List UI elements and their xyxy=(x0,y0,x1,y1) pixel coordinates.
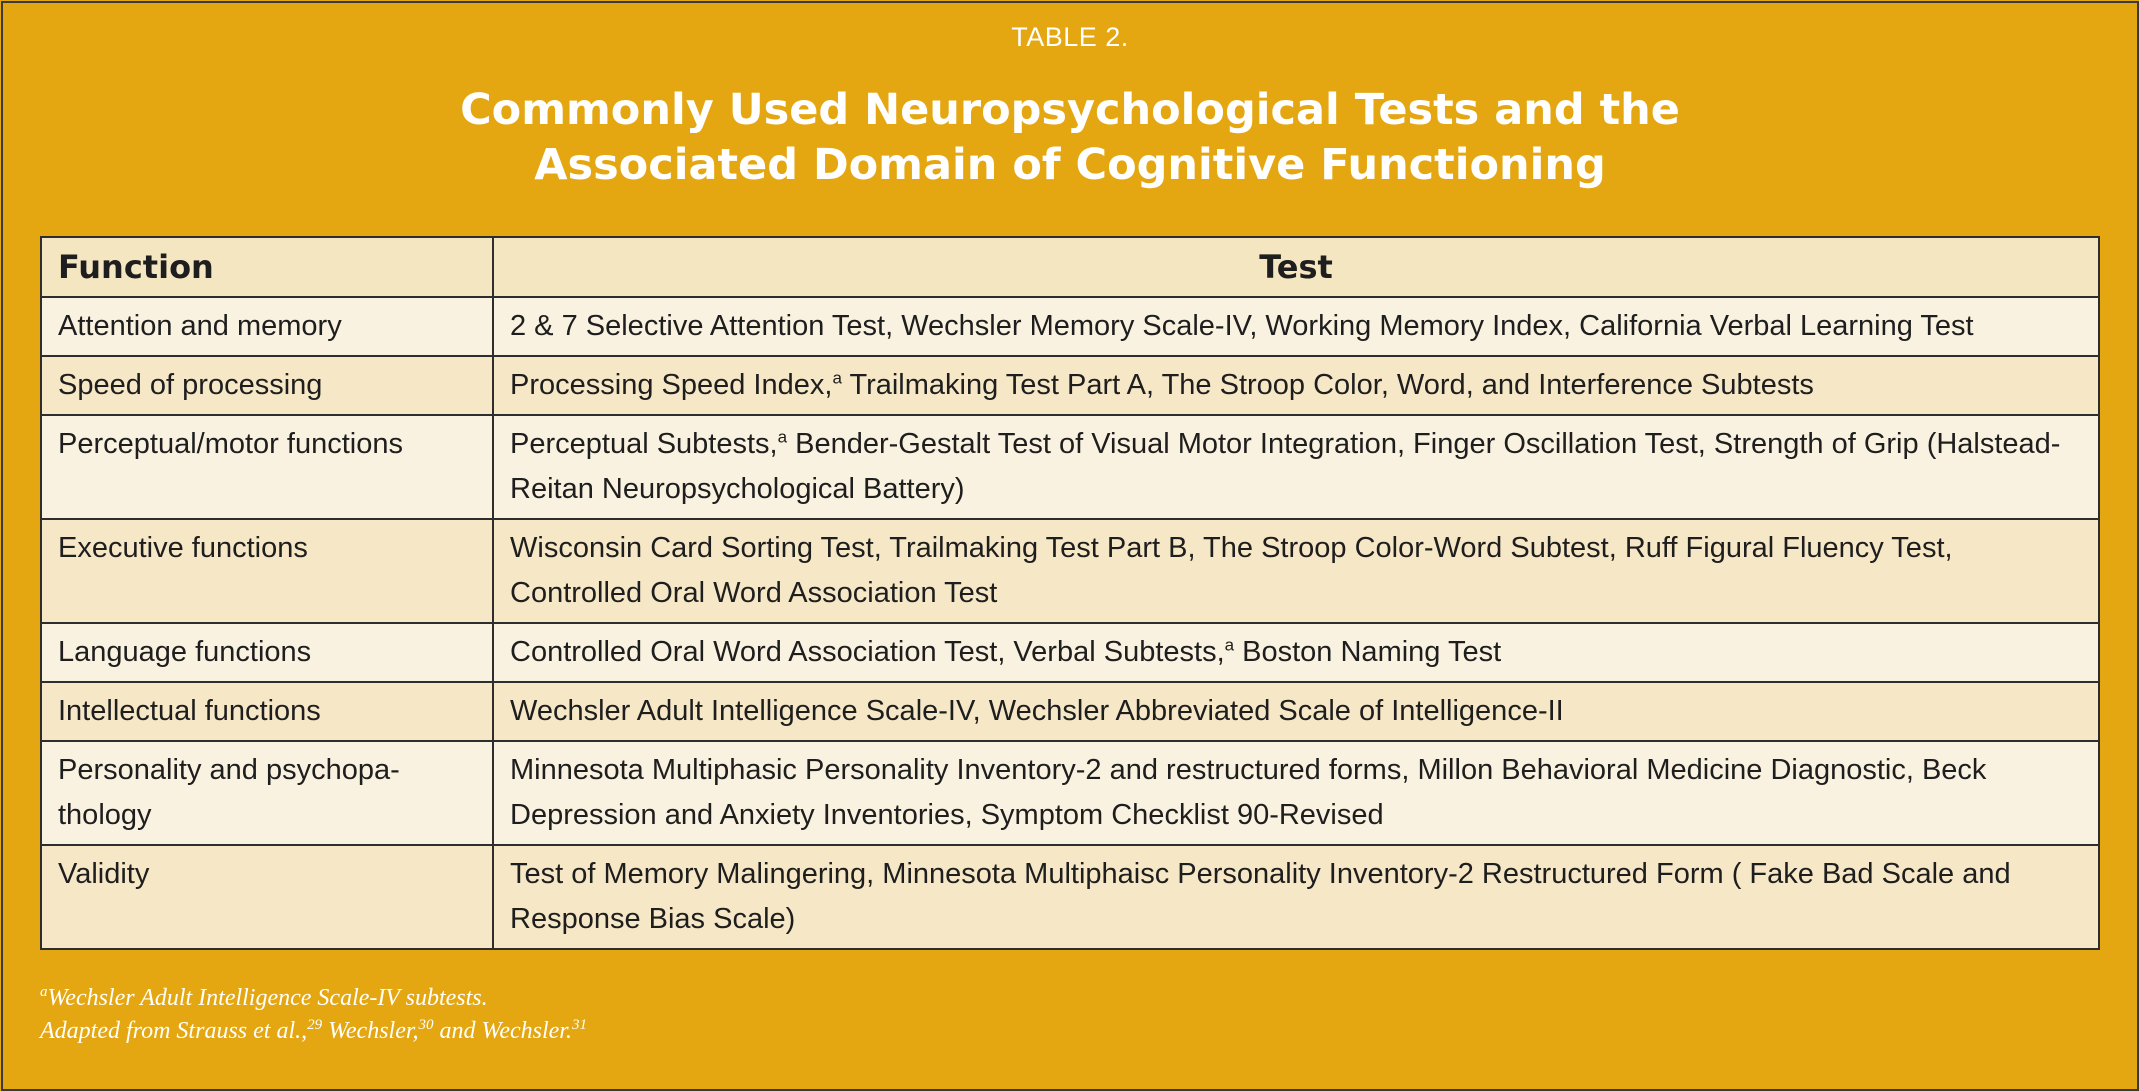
adapted-prefix: Adapted from Strauss et al., xyxy=(40,1018,308,1044)
ref-30: 30 xyxy=(418,1017,434,1033)
table-row xyxy=(41,741,2099,845)
test-text: Perceptual Subtests, xyxy=(510,428,778,460)
test-cell xyxy=(493,415,2099,519)
test-text: Trailmaking Test Part A, The Stroop Color, Word, and Interference Subtests xyxy=(841,369,1814,401)
ref-31: 31 xyxy=(571,1017,587,1033)
ref-29: 29 xyxy=(307,1017,323,1033)
footnote-marker: a xyxy=(777,427,788,447)
function-cell: Personality and psychopa-thology xyxy=(41,741,493,845)
test-text: Minnesota Multiphasic Personality Inventory-2 and restructured forms, Millon Behavioral Medicine Diagnostic, Beck Depression and Anxiety Inventories, Symptom Checklist 90-Revised xyxy=(510,754,1987,831)
footnote-a xyxy=(40,982,587,1015)
footnotes xyxy=(40,982,587,1048)
test-text: 2 & 7 Selective Attention Test, Wechsler Memory Scale-IV, Working Memory Index, California Verbal Learning Test xyxy=(510,310,1974,342)
table-row xyxy=(41,845,2099,949)
footnote-a-marker: a xyxy=(40,984,48,1000)
test-text: Controlled Oral Word Association Test, Verbal Subtests, xyxy=(510,636,1225,668)
footnote-marker: a xyxy=(832,368,842,388)
table-row xyxy=(41,519,2099,623)
test-text: Bender-Gestalt Test of Visual Motor Integration, Finger Oscillation Test, Strength of Grip (Halstead-Reitan Neuropsychological Battery) xyxy=(510,428,2061,505)
function-cell: Validity xyxy=(41,845,493,949)
header-test: Test xyxy=(493,237,2099,297)
footnote-a-text: Wechsler Adult Intelligence Scale-IV subtests. xyxy=(47,985,488,1011)
adapted-mid-1: Wechsler, xyxy=(322,1018,419,1044)
table-row xyxy=(41,682,2099,741)
test-text: Wechsler Adult Intelligence Scale-IV, Wechsler Abbreviated Scale of Intelligence-II xyxy=(510,695,1564,727)
test-text: Processing Speed Index, xyxy=(510,369,833,401)
function-cell: Perceptual/motor functions xyxy=(41,415,493,519)
test-text: Boston Naming Test xyxy=(1234,636,1502,668)
header-row xyxy=(41,237,2099,297)
function-cell: Language functions xyxy=(41,623,493,682)
function-cell: Executive functions xyxy=(41,519,493,623)
test-cell xyxy=(493,682,2099,741)
footnote-marker: a xyxy=(1224,635,1235,655)
footnote-adapted xyxy=(40,1015,587,1048)
test-text: Test of Memory Malingering, Minnesota Multiphaisc Personality Inventory-2 Restructured Form ( Fake Bad Scale and Response Bias Scale) xyxy=(510,858,2011,935)
test-cell xyxy=(493,623,2099,682)
function-cell: Speed of processing xyxy=(41,356,493,415)
title-line-1: Commonly Used Neuropsychological Tests and the xyxy=(460,85,1680,135)
table-row xyxy=(41,356,2099,415)
test-cell xyxy=(493,297,2099,356)
table-row xyxy=(41,415,2099,519)
title-line-2: Associated Domain of Cognitive Functioning xyxy=(534,140,1606,190)
test-cell xyxy=(493,356,2099,415)
table-row xyxy=(41,623,2099,682)
header-function: Function xyxy=(41,237,493,297)
table-title xyxy=(3,83,2137,193)
tests-table xyxy=(40,236,2100,950)
adapted-mid-2: and Wechsler. xyxy=(433,1018,572,1044)
test-cell xyxy=(493,845,2099,949)
function-cell: Attention and memory xyxy=(41,297,493,356)
table-row xyxy=(41,297,2099,356)
function-cell: Intellectual functions xyxy=(41,682,493,741)
test-cell xyxy=(493,519,2099,623)
table-label: TABLE 2. xyxy=(1011,22,1129,52)
test-cell xyxy=(493,741,2099,845)
test-text: Wisconsin Card Sorting Test, Trailmaking Test Part B, The Stroop Color-Word Subtest, Ruff Figural Fluency Test, Controlled Oral Word Association Test xyxy=(510,532,1953,609)
